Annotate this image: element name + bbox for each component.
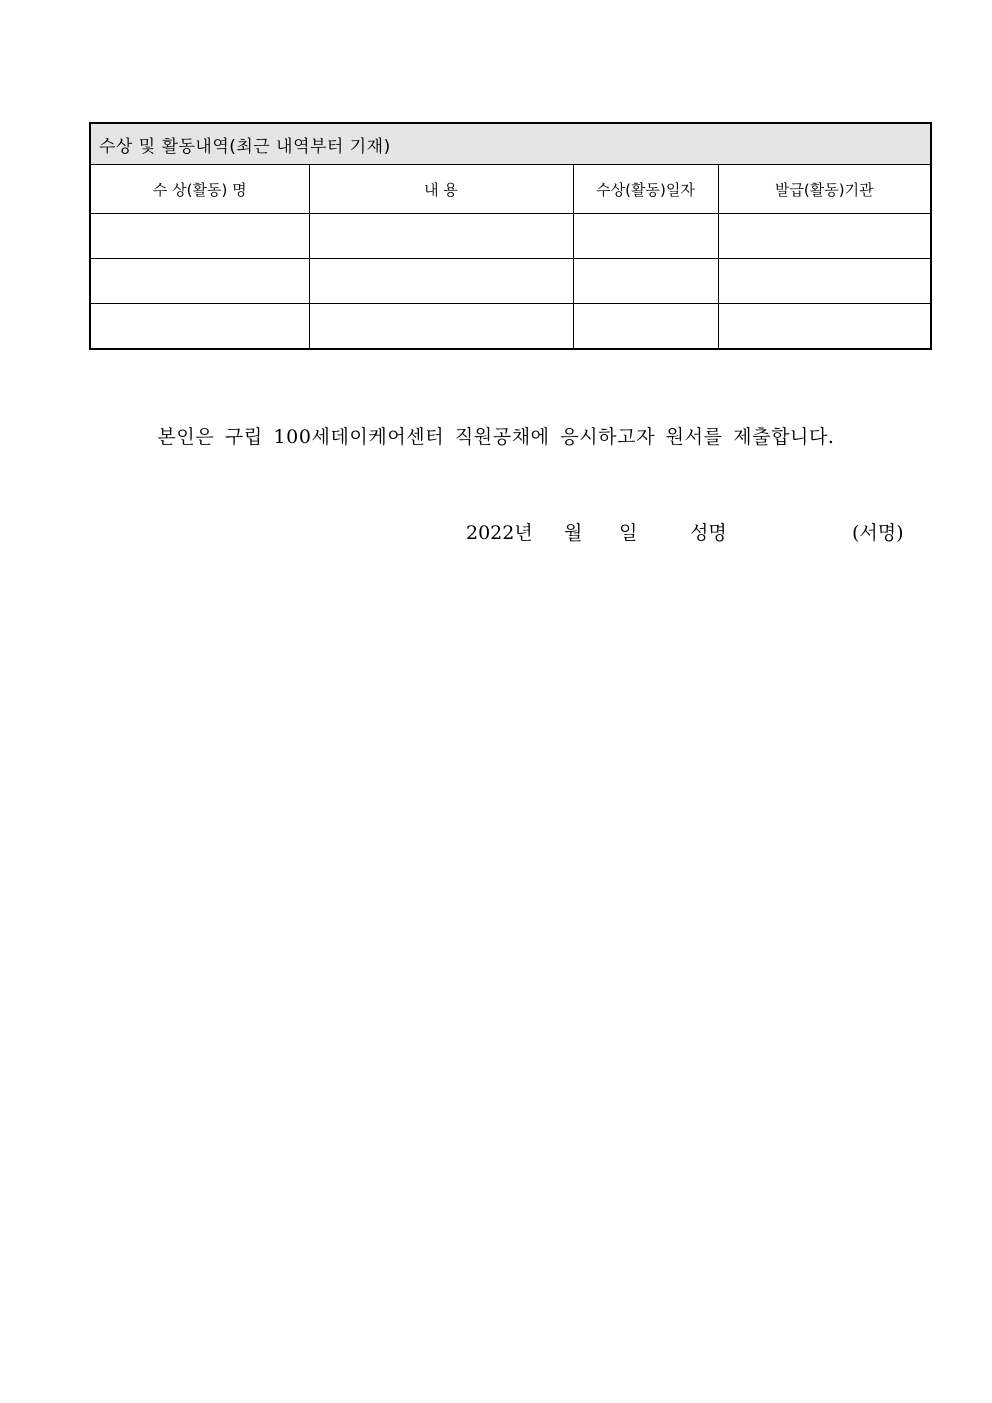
awards-activities-table (89, 122, 932, 350)
table-row (90, 304, 931, 350)
signature-year: 2022년 (466, 522, 533, 544)
header-award-name: 수 상(활동) 명 (90, 165, 309, 214)
table-cell[interactable] (573, 214, 718, 259)
header-content: 내 용 (309, 165, 573, 214)
table-cell[interactable] (718, 259, 931, 304)
signature-name-label: 성명 (690, 522, 727, 544)
table-cell[interactable] (309, 259, 573, 304)
table-cell[interactable] (718, 304, 931, 350)
table-row (90, 259, 931, 304)
header-date: 수상(활동)일자 (573, 165, 718, 214)
table-cell[interactable] (718, 214, 931, 259)
table-cell[interactable] (573, 259, 718, 304)
signature-sign-label: (서명) (852, 522, 904, 544)
table-row (90, 214, 931, 259)
section-title-row (90, 123, 931, 165)
table-cell[interactable] (309, 214, 573, 259)
declaration-text: 본인은 구립 100세데이케어센터 직원공채에 응시하고자 원서를 제출합니다. (157, 426, 835, 448)
table-cell[interactable] (309, 304, 573, 350)
header-issuer: 발급(활동)기관 (718, 165, 931, 214)
signature-month: 월 (564, 522, 583, 544)
signature-day: 일 (619, 522, 638, 544)
table-cell[interactable] (90, 214, 309, 259)
table-cell[interactable] (573, 304, 718, 350)
section-title: 수상 및 활동내역(최근 내역부터 기재) (90, 123, 931, 165)
table-header-row (90, 165, 931, 214)
table-cell[interactable] (90, 304, 309, 350)
table-cell[interactable] (90, 259, 309, 304)
